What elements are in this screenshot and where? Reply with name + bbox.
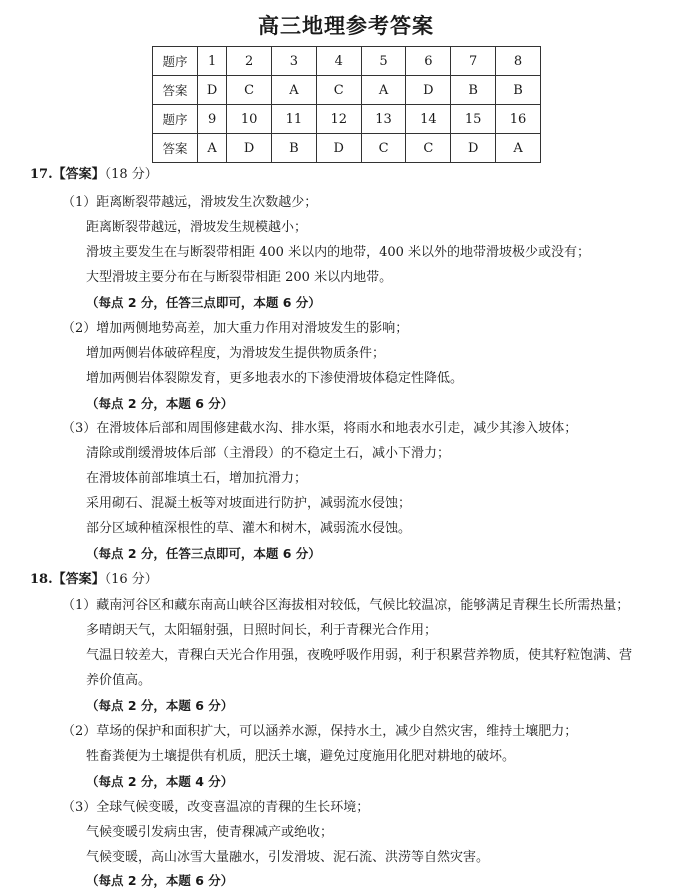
scoring-note: （每点 2 分，本题 6 分） (86, 873, 234, 888)
answer-line: 采用砌石、混凝土板等对坡面进行防护，减弱流水侵蚀； (86, 496, 412, 511)
table-cell: B (496, 76, 541, 105)
table-cell: C (227, 76, 272, 105)
table-cell: B (451, 76, 496, 105)
table-cell: D (406, 76, 451, 105)
answer-line: 养价值高。 (86, 673, 152, 688)
table-cell: 15 (451, 105, 496, 134)
answer-line: （2）草场的保护和面积扩大，可以涵养水源，保持水土，减少自然灾害，维持土壤肥力； (62, 724, 578, 739)
table-cell: 10 (227, 105, 272, 134)
table-cell: C (406, 134, 451, 163)
answer-line: 清除或削缓滑坡体后部（主滑段）的不稳定土石，减小下滑力； (86, 446, 451, 461)
answer-line: 部分区域种植深根性的草、灌木和树木，减弱流水侵蚀。 (86, 521, 412, 536)
answer-line: 气温日较差大，青稞白天光合作用强，夜晚呼吸作用弱，利于积累营养物质，使其籽粒饱满、营 (86, 648, 633, 663)
table-cell: A (496, 134, 541, 163)
q18-points: （16 分） (104, 572, 158, 587)
answer-table (152, 46, 541, 163)
q18-label: 18.【答案】 (30, 572, 105, 587)
table-cell: B (272, 134, 317, 163)
answer-line: 气候变暖引发病虫害，使青稞减产或绝收； (86, 825, 334, 840)
answer-line: （3）在滑坡体后部和周围修建截水沟、排水渠，将雨水和地表水引走，减少其渗入坡体； (62, 421, 578, 436)
answer-line: （3）全球气候变暖，改变喜温凉的青稞的生长环境； (62, 800, 370, 815)
table-cell: D (451, 134, 496, 163)
table-cell: 12 (316, 105, 361, 134)
table-cell: C (316, 76, 361, 105)
table-cell: A (361, 76, 406, 105)
table-cell: 16 (496, 105, 541, 134)
row-header: 答案 (153, 134, 198, 163)
answer-line: 气候变暖，高山冰雪大量融水，引发滑坡、泥石流、洪涝等自然灾害。 (86, 850, 490, 865)
table-cell: A (198, 134, 227, 163)
row-header: 题序 (153, 47, 198, 76)
table-cell: C (361, 134, 406, 163)
table-cell: 11 (272, 105, 317, 134)
q18-heading (30, 572, 158, 588)
table-cell: 3 (272, 47, 317, 76)
q17-heading (30, 167, 158, 183)
page-title: 高三地理参考答案 (258, 13, 434, 38)
answer-line: 增加两侧岩体破碎程度，为滑坡发生提供物质条件； (86, 346, 386, 361)
answer-line: 在滑坡体前部堆填土石，增加抗滑力； (86, 471, 308, 486)
scoring-note: （每点 2 分，任答三点即可，本题 6 分） (86, 295, 321, 310)
answer-line: 牲畜粪便为土壤提供有机质，肥沃土壤，避免过度施用化肥对耕地的破坏。 (86, 749, 516, 764)
answer-line: 增加两侧岩体裂隙发育，更多地表水的下渗使滑坡体稳定性降低。 (86, 371, 464, 386)
answer-line: 多晴朗天气，太阳辐射强，日照时间长，利于青稞光合作用； (86, 623, 438, 638)
table-cell: D (198, 76, 227, 105)
table-cell: D (316, 134, 361, 163)
table-cell: 5 (361, 47, 406, 76)
table-cell: 14 (406, 105, 451, 134)
scoring-note: （每点 2 分，任答三点即可，本题 6 分） (86, 546, 321, 561)
table-row (153, 105, 541, 134)
row-header: 题序 (153, 105, 198, 134)
table-row (153, 134, 541, 163)
row-header: 答案 (153, 76, 198, 105)
table-row (153, 76, 541, 105)
scoring-note: （每点 2 分，本题 4 分） (86, 774, 234, 789)
table-cell: 8 (496, 47, 541, 76)
table-cell: A (272, 76, 317, 105)
table-cell: 2 (227, 47, 272, 76)
answer-line: 滑坡主要发生在与断裂带相距 400 米以内的地带，400 米以外的地带滑坡极少或没有； (86, 245, 591, 260)
q17-label: 17.【答案】 (30, 167, 105, 182)
scoring-note: （每点 2 分，本题 6 分） (86, 396, 234, 411)
answer-line: （2）增加两侧地势高差，加大重力作用对滑坡发生的影响； (62, 321, 409, 336)
answer-line: （1）距离断裂带越远，滑坡发生次数越少； (62, 195, 318, 210)
answer-line: （1）藏南河谷区和藏东南高山峡谷区海拔相对较低，气候比较温凉，能够满足青稞生长所需热量； (62, 598, 630, 613)
q17-points: （18 分） (104, 167, 158, 182)
table-row (153, 47, 541, 76)
table-cell: 13 (361, 105, 406, 134)
table-cell: 4 (316, 47, 361, 76)
table-cell: D (227, 134, 272, 163)
table-cell: 1 (198, 47, 227, 76)
table-cell: 7 (451, 47, 496, 76)
answer-line: 大型滑坡主要分布在与断裂带相距 200 米以内地带。 (86, 270, 393, 285)
scoring-note: （每点 2 分，本题 6 分） (86, 698, 234, 713)
table-cell: 9 (198, 105, 227, 134)
table-cell: 6 (406, 47, 451, 76)
answer-line: 距离断裂带越远，滑坡发生规模越小； (86, 220, 308, 235)
